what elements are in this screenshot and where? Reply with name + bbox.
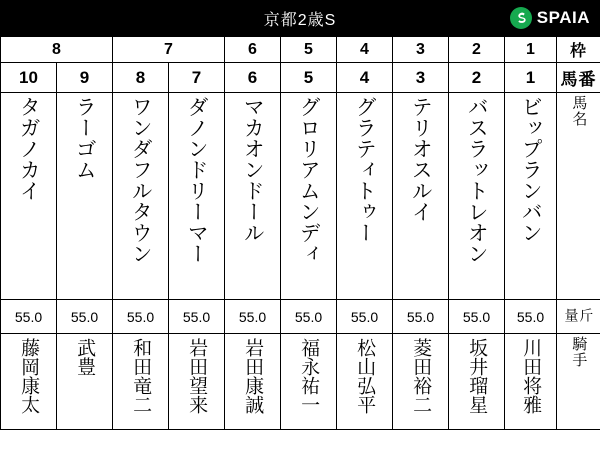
race-card-table	[0, 36, 600, 430]
brand-name: SPAIA	[536, 8, 590, 27]
horse-number-cell: 7	[169, 63, 225, 93]
jockey-name-text: 川田将雅	[520, 338, 542, 414]
weight-cell: 55.0	[113, 300, 169, 334]
horse-name-cell[interactable]	[505, 93, 557, 300]
horse-name-cell[interactable]	[281, 93, 337, 300]
weight-cell: 55.0	[281, 300, 337, 334]
page-header	[0, 0, 600, 36]
frame-cell: 3	[393, 37, 449, 63]
label-bamei	[557, 93, 600, 300]
horse-name-cell[interactable]	[449, 93, 505, 300]
horse-number-cell: 9	[57, 63, 113, 93]
jockey-cell[interactable]	[113, 334, 169, 430]
horse-number-cell: 2	[449, 63, 505, 93]
horse-name-text: グラティトゥー	[353, 96, 377, 243]
weight-cell: 55.0	[1, 300, 57, 334]
jockey-cell[interactable]	[449, 334, 505, 430]
jockey-cell[interactable]	[1, 334, 57, 430]
label-kishu-text: 騎手	[570, 336, 588, 368]
spaia-mark-icon	[510, 7, 532, 29]
frame-cell: 7	[113, 37, 225, 63]
jockey-cell[interactable]	[57, 334, 113, 430]
label-umaban: 馬番	[557, 63, 600, 93]
jockey-name-text: 和田竜二	[130, 338, 152, 414]
horse-name-cell[interactable]	[337, 93, 393, 300]
jockey-cell[interactable]	[337, 334, 393, 430]
jockey-name-text: 坂井瑠星	[466, 338, 488, 414]
horse-number-row	[1, 63, 600, 93]
label-kinryo-text: 斤量	[563, 307, 595, 323]
jockey-row	[1, 334, 600, 430]
horse-name-cell[interactable]	[1, 93, 57, 300]
horse-name-text: ダノンドリーマー	[185, 96, 209, 264]
label-waku: 枠	[557, 37, 600, 63]
jockey-name-text: 岩田康誠	[242, 338, 264, 414]
frame-cell: 1	[505, 37, 557, 63]
jockey-name-text: 岩田望来	[186, 338, 208, 414]
jockey-cell[interactable]	[169, 334, 225, 430]
horse-name-cell[interactable]	[169, 93, 225, 300]
horse-name-cell[interactable]	[225, 93, 281, 300]
horse-name-text: マカオンドール	[241, 96, 265, 243]
horse-number-cell: 10	[1, 63, 57, 93]
horse-name-cell[interactable]	[57, 93, 113, 300]
weight-cell: 55.0	[169, 300, 225, 334]
jockey-name-text: 松山弘平	[354, 338, 376, 414]
weight-row	[1, 300, 600, 334]
horse-number-cell: 3	[393, 63, 449, 93]
label-kishu	[557, 334, 600, 430]
brand-logo	[510, 7, 590, 29]
horse-name-text: タガノカイ	[17, 96, 41, 201]
frame-cell: 2	[449, 37, 505, 63]
jockey-name-text: 菱田裕二	[410, 338, 432, 414]
jockey-cell[interactable]	[505, 334, 557, 430]
horse-number-cell: 1	[505, 63, 557, 93]
jockey-name-text: 福永祐一	[298, 338, 320, 414]
horse-name-cell[interactable]	[113, 93, 169, 300]
frame-cell: 6	[225, 37, 281, 63]
label-bamei-text: 馬名	[570, 95, 588, 127]
jockey-name-text: 武豊	[74, 338, 96, 376]
frame-cell: 5	[281, 37, 337, 63]
jockey-cell[interactable]	[225, 334, 281, 430]
horse-number-cell: 4	[337, 63, 393, 93]
label-kinryo	[557, 300, 600, 334]
frame-cell: 8	[1, 37, 113, 63]
page-title: 京都2歳S	[263, 11, 337, 29]
weight-cell: 55.0	[393, 300, 449, 334]
weight-cell: 55.0	[225, 300, 281, 334]
horse-name-text: ビップランバン	[519, 96, 543, 243]
horse-name-text: ラーゴム	[73, 96, 97, 180]
horse-name-text: ワンダフルタウン	[129, 96, 153, 264]
jockey-cell[interactable]	[281, 334, 337, 430]
horse-number-cell: 8	[113, 63, 169, 93]
weight-cell: 55.0	[449, 300, 505, 334]
horse-name-row	[1, 93, 600, 300]
horse-name-cell[interactable]	[393, 93, 449, 300]
weight-cell: 55.0	[337, 300, 393, 334]
horse-number-cell: 6	[225, 63, 281, 93]
weight-cell: 55.0	[505, 300, 557, 334]
weight-cell: 55.0	[57, 300, 113, 334]
horse-number-cell: 5	[281, 63, 337, 93]
frame-cell: 4	[337, 37, 393, 63]
horse-name-text: テリオスルイ	[409, 96, 433, 222]
frame-row	[1, 37, 600, 63]
jockey-cell[interactable]	[393, 334, 449, 430]
horse-name-text: バスラットレオン	[465, 96, 489, 264]
jockey-name-text: 藤岡康太	[18, 338, 40, 414]
horse-name-text: グロリアムンディ	[297, 96, 321, 264]
